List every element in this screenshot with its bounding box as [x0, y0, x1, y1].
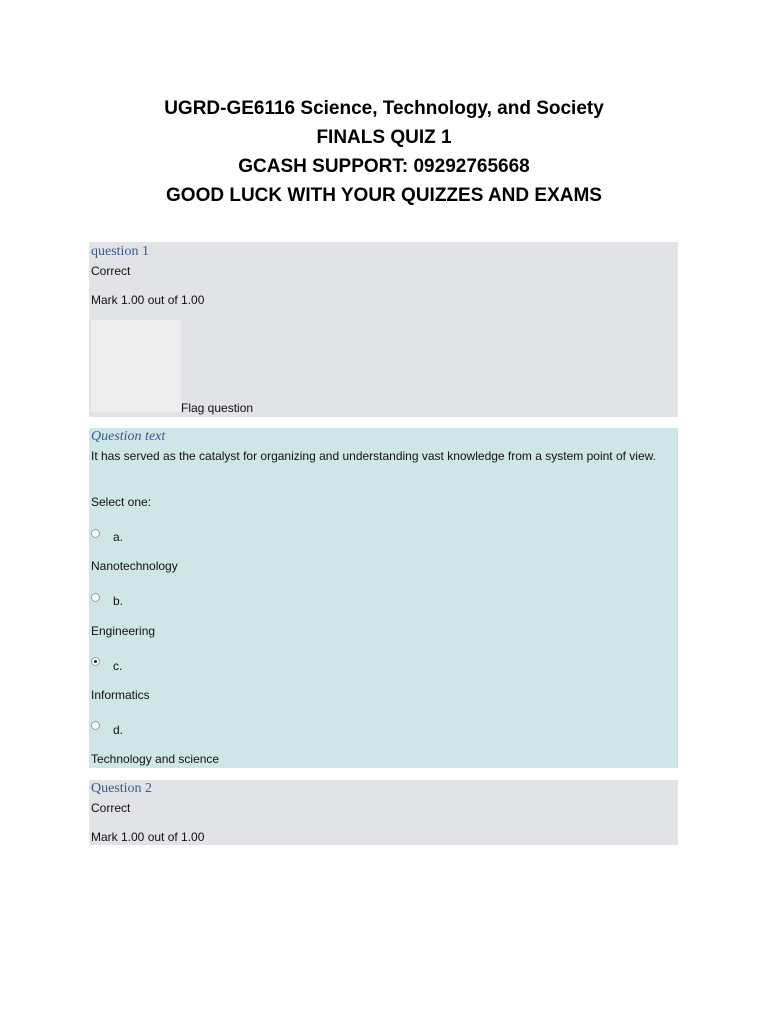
question-1-text: It has served as the catalyst for organizing and understanding vast knowledge from a system point of view. [91, 449, 656, 463]
question-1-content [89, 428, 678, 768]
question-2-mark: Mark 1.00 out of 1.00 [91, 830, 205, 844]
option-c-radio[interactable] [91, 657, 100, 666]
option-b-radio[interactable] [91, 593, 100, 602]
option-c-letter: c. [113, 659, 123, 673]
flag-icon[interactable] [91, 320, 181, 412]
good-luck-line: GOOD LUCK WITH YOUR QUIZZES AND EXAMS [166, 185, 602, 206]
option-b-text[interactable]: Engineering [91, 624, 156, 638]
option-a-radio[interactable] [91, 529, 100, 538]
question-1-title: question 1 [91, 244, 149, 259]
question-1-mark: Mark 1.00 out of 1.00 [91, 293, 205, 307]
question-2-info [89, 780, 678, 845]
course-title: UGRD-GE6116 Science, Technology, and Society [164, 98, 604, 119]
question-2-status: Correct [91, 801, 131, 815]
quiz-title: FINALS QUIZ 1 [316, 127, 452, 148]
option-d-letter: d. [113, 723, 124, 737]
question-text-heading: Question text [91, 429, 166, 444]
option-d-text[interactable]: Technology and science [91, 752, 220, 766]
question-1-info [89, 242, 678, 417]
flag-question-label[interactable]: Flag question [181, 401, 254, 415]
option-b-letter: b. [113, 594, 124, 608]
option-c-text[interactable]: Informatics [91, 688, 150, 702]
select-one-label: Select one: [91, 495, 152, 509]
option-d-radio[interactable] [91, 721, 100, 730]
option-a-letter: a. [113, 530, 124, 544]
question-2-title: Question 2 [91, 781, 153, 796]
document-header [0, 94, 768, 210]
support-line: GCASH SUPPORT: 09292765668 [238, 156, 530, 177]
question-1-status: Correct [91, 264, 131, 278]
option-a-text[interactable]: Nanotechnology [91, 559, 178, 573]
